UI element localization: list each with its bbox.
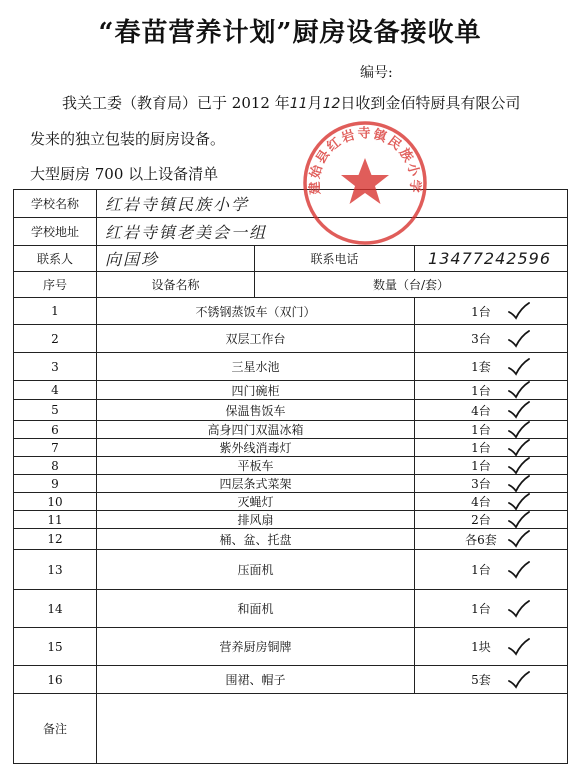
- checkmark-icon: [507, 561, 531, 579]
- statement-prefix: 我关工委（教育局）已于 2012 年: [62, 94, 290, 112]
- table-row: [14, 590, 568, 628]
- row-seq: 16: [14, 666, 97, 694]
- row-qty: [415, 353, 568, 381]
- phone-value: 13477242596: [415, 246, 568, 272]
- month-unit: 月: [307, 94, 323, 112]
- col-header-name: 设备名称: [97, 272, 255, 298]
- checkmark-icon: [507, 330, 531, 348]
- row-qty-value: 1台: [471, 304, 491, 319]
- row-qty-value: 3台: [471, 477, 491, 491]
- remarks-label: 备注: [14, 694, 97, 764]
- row-equipment-name: 四层条式菜架: [97, 475, 415, 493]
- checkmark-icon: [507, 457, 531, 475]
- row-seq: 14: [14, 590, 97, 628]
- table-row: [14, 381, 568, 400]
- row-seq: 13: [14, 550, 97, 590]
- row-qty-value: 1台: [471, 602, 491, 616]
- row-qty-value: 1套: [471, 360, 491, 374]
- school-address-row: [14, 218, 568, 246]
- row-equipment-name: 排风扇: [97, 511, 415, 529]
- row-qty-value: 1台: [471, 563, 491, 577]
- row-qty: [415, 628, 568, 666]
- official-seal: [300, 118, 430, 248]
- school-name-label: 学校名称: [14, 190, 97, 218]
- row-equipment-name: 紫外线消毒灯: [97, 439, 415, 457]
- row-qty-value: 1台: [471, 383, 491, 398]
- table-header-row: [14, 272, 568, 298]
- row-equipment-name: 保温售饭车: [97, 400, 415, 421]
- table-row: [14, 457, 568, 475]
- table-row: [14, 439, 568, 457]
- serial-number: [360, 62, 477, 82]
- equipment-table: [13, 189, 568, 764]
- star-icon: [341, 158, 389, 204]
- checkmark-icon: [507, 381, 531, 399]
- checkmark-icon: [507, 530, 531, 548]
- contact-label: 联系人: [14, 246, 97, 272]
- row-qty: [415, 666, 568, 694]
- row-equipment-name: 平板车: [97, 457, 415, 475]
- row-qty: [415, 590, 568, 628]
- checkmark-icon: [507, 600, 531, 618]
- row-qty-value: 各6套: [465, 532, 497, 547]
- row-seq: 9: [14, 475, 97, 493]
- row-seq: 15: [14, 628, 97, 666]
- row-qty: [415, 381, 568, 400]
- seal-text: 建始县红岩寺镇民族小学: [307, 126, 423, 196]
- school-address-label: 学校地址: [14, 218, 97, 246]
- table-row: [14, 493, 568, 511]
- handwritten-month: 11: [289, 96, 308, 112]
- row-equipment-name: 不锈钢蒸饭车（双门）: [97, 298, 415, 325]
- table-row: [14, 400, 568, 421]
- statement-suffix: 日收到金佰特厨具有限公司: [340, 94, 521, 112]
- row-qty-value: 4台: [471, 403, 491, 418]
- school-address-value: 红岩寺镇老美会一组: [97, 218, 568, 246]
- row-seq: 6: [14, 421, 97, 439]
- row-seq: 12: [14, 529, 97, 550]
- phone-label: 联系电话: [255, 246, 415, 272]
- table-row: [14, 550, 568, 590]
- row-seq: 11: [14, 511, 97, 529]
- receipt-statement-line2: 发来的独立包装的厨房设备。: [30, 130, 226, 148]
- row-qty-value: 3台: [471, 332, 491, 346]
- checkmark-icon: [507, 511, 531, 529]
- row-qty: [415, 439, 568, 457]
- table-row: [14, 628, 568, 666]
- serial-label: 编号:: [360, 65, 393, 81]
- row-seq: 4: [14, 381, 97, 400]
- row-qty: [415, 298, 568, 325]
- table-row: [14, 353, 568, 381]
- row-equipment-name: 三星水池: [97, 353, 415, 381]
- school-name-value: 红岩寺镇民族小学: [97, 190, 568, 218]
- checkmark-icon: [507, 358, 531, 376]
- row-seq: 5: [14, 400, 97, 421]
- receipt-statement-line1: [62, 92, 520, 113]
- contact-value: 向国珍: [97, 246, 255, 272]
- row-equipment-name: 营养厨房铜牌: [97, 628, 415, 666]
- school-name-row: [14, 190, 568, 218]
- row-qty: [415, 475, 568, 493]
- table-row: [14, 325, 568, 353]
- row-equipment-name: 高身四门双温冰箱: [97, 421, 415, 439]
- table-row: [14, 666, 568, 694]
- row-qty: [415, 325, 568, 353]
- row-qty: [415, 421, 568, 439]
- row-equipment-name: 灭蝇灯: [97, 493, 415, 511]
- row-equipment-name: 围裙、帽子: [97, 666, 415, 694]
- row-qty: [415, 511, 568, 529]
- row-equipment-name: 双层工作台: [97, 325, 415, 353]
- row-seq: 2: [14, 325, 97, 353]
- checkmark-icon: [507, 401, 531, 419]
- table-row: [14, 529, 568, 550]
- row-seq: 7: [14, 439, 97, 457]
- row-qty-value: 4台: [471, 495, 491, 509]
- checkmark-icon: [507, 638, 531, 656]
- remarks-row: [14, 694, 568, 764]
- handwritten-day: 12: [322, 96, 341, 112]
- checkmark-icon: [507, 475, 531, 493]
- equipment-list-title: 大型厨房 700 以上设备清单: [30, 165, 219, 183]
- row-equipment-name: 压面机: [97, 550, 415, 590]
- row-qty: [415, 457, 568, 475]
- row-seq: 8: [14, 457, 97, 475]
- row-equipment-name: 四门碗柜: [97, 381, 415, 400]
- row-seq: 3: [14, 353, 97, 381]
- row-qty: [415, 529, 568, 550]
- row-qty-value: 5套: [471, 673, 491, 687]
- checkmark-icon: [507, 439, 531, 457]
- row-equipment-name: 桶、盆、托盘: [97, 529, 415, 550]
- row-qty-value: 1块: [471, 640, 491, 654]
- checkmark-icon: [507, 421, 531, 439]
- checkmark-icon: [507, 302, 531, 320]
- contact-row: [14, 246, 568, 272]
- row-qty-value: 2台: [471, 513, 491, 527]
- remarks-value: [97, 694, 568, 764]
- table-row: [14, 421, 568, 439]
- table-row: [14, 511, 568, 529]
- table-row: [14, 475, 568, 493]
- table-row: [14, 298, 568, 325]
- row-qty-value: 1台: [471, 459, 491, 473]
- col-header-qty: 数量（台/套）: [255, 272, 568, 298]
- row-seq: 10: [14, 493, 97, 511]
- row-qty-value: 1台: [471, 441, 491, 455]
- col-header-seq: 序号: [14, 272, 97, 298]
- page-title: “春苗营养计划”厨房设备接收单: [98, 18, 482, 48]
- checkmark-icon: [507, 493, 531, 511]
- row-seq: 1: [14, 298, 97, 325]
- row-qty: [415, 400, 568, 421]
- row-qty: [415, 493, 568, 511]
- row-qty-value: 1台: [471, 423, 491, 437]
- row-equipment-name: 和面机: [97, 590, 415, 628]
- checkmark-icon: [507, 671, 531, 689]
- row-qty: [415, 550, 568, 590]
